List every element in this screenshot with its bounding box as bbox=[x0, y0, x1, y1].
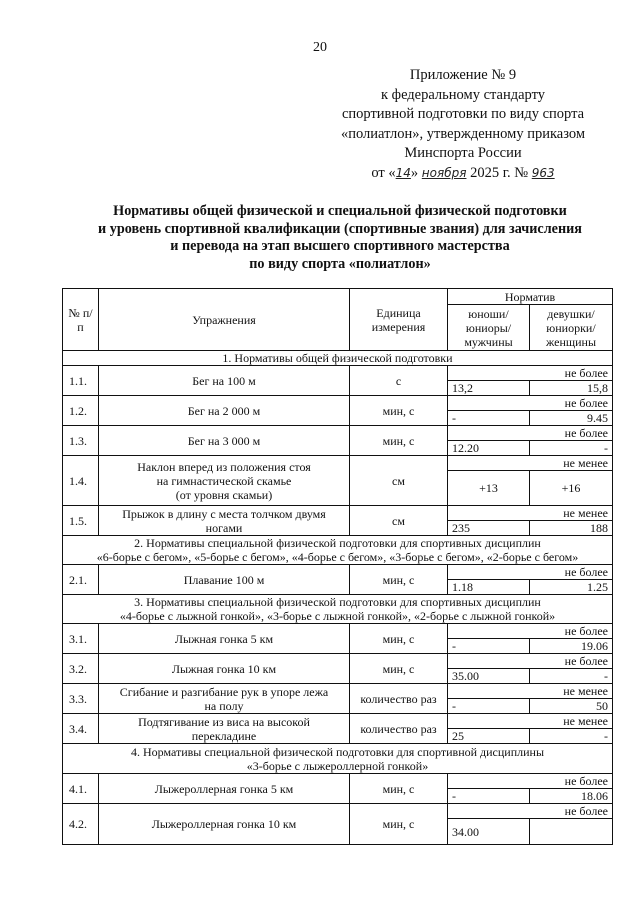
appendix-line: Приложение № 9 bbox=[409, 67, 517, 83]
row-male-value: +13 bbox=[448, 471, 530, 506]
row-num: 1.3. bbox=[63, 426, 99, 456]
row-male-value: 13,2 bbox=[448, 381, 530, 396]
appendix-block bbox=[318, 66, 608, 184]
row-condition: не более bbox=[448, 565, 613, 580]
row-exercise: Лыжная гонка 10 км bbox=[99, 654, 350, 684]
exercise-line: на полу bbox=[204, 698, 244, 713]
section-heading: 1. Нормативы общей физической подготовки bbox=[63, 351, 613, 366]
page-number: 20 bbox=[313, 40, 327, 55]
header-norm: Норматив bbox=[448, 289, 613, 305]
row-exercise: Бег на 3 000 м bbox=[99, 426, 350, 456]
row-exercise bbox=[99, 714, 350, 744]
exercise-line: Сгибание и разгибание рук в упоре лежа bbox=[119, 684, 329, 699]
row-male-value: 12.20 bbox=[448, 441, 530, 456]
document-title bbox=[40, 203, 640, 274]
row-unit: мин, с bbox=[350, 804, 448, 845]
row-condition: не более bbox=[448, 426, 613, 441]
row-num: 3.1. bbox=[63, 624, 99, 654]
exercise-line: перекладине bbox=[191, 728, 257, 743]
row-unit: мин, с bbox=[350, 654, 448, 684]
row-unit: количество раз bbox=[350, 684, 448, 714]
row-num: 4.2. bbox=[63, 804, 99, 845]
norms-table bbox=[62, 288, 613, 845]
row-male-value: 1.18 bbox=[448, 580, 530, 595]
header-female: девушки/ юниорки/ женщины bbox=[530, 305, 613, 351]
section-line: «6-борье с бегом», «5-борье с бегом», «4-борье с бегом», «3-борье с бегом», «2-борье с бегом» bbox=[96, 550, 579, 564]
appendix-line: спортивной подготовки по виду спорта bbox=[341, 106, 585, 123]
order-number: 963 bbox=[531, 165, 555, 180]
exercise-line: на гимнастической скамье bbox=[156, 473, 292, 488]
section-line: 2. Нормативы специальной физической подготовки для спортивных дисциплин bbox=[134, 536, 541, 550]
row-male-value: - bbox=[448, 639, 530, 654]
row-unit: мин, с bbox=[350, 426, 448, 456]
row-male-value: - bbox=[448, 699, 530, 714]
row-exercise bbox=[99, 684, 350, 714]
row-condition: не более bbox=[448, 654, 613, 669]
row-condition: не менее bbox=[448, 456, 613, 471]
title-line: по виду спорта «полиатлон» bbox=[249, 256, 431, 273]
date-year: 2025 г. № bbox=[470, 164, 529, 181]
row-exercise: Бег на 2 000 м bbox=[99, 396, 350, 426]
row-female-value: 15,8 bbox=[530, 381, 613, 396]
exercise-line: Наклон вперед из положения стоя bbox=[137, 459, 311, 474]
row-num: 3.4. bbox=[63, 714, 99, 744]
row-female-value: - bbox=[530, 441, 613, 456]
row-female-value: 18.06 bbox=[530, 789, 613, 804]
section-line: 4. Нормативы специальной физической подготовки для спортивной дисциплины bbox=[130, 744, 545, 759]
row-num: 3.3. bbox=[63, 684, 99, 714]
row-num: 1.4. bbox=[63, 456, 99, 506]
appendix-line: Минспорта России bbox=[404, 145, 522, 162]
row-female-value: 188 bbox=[530, 521, 613, 536]
row-exercise: Бег на 100 м bbox=[99, 366, 350, 396]
row-exercise: Лыжная гонка 5 км bbox=[99, 624, 350, 654]
appendix-line: «полиатлон», утвержденному приказом bbox=[340, 125, 586, 142]
exercise-line: Прыжок в длину с места толчком двумя bbox=[122, 506, 326, 521]
row-condition: не более bbox=[448, 396, 613, 411]
header-male: юноши/ юниоры/ мужчины bbox=[448, 305, 530, 351]
row-unit: мин, с bbox=[350, 624, 448, 654]
row-condition: не менее bbox=[448, 506, 613, 521]
row-exercise: Плавание 100 м bbox=[99, 565, 350, 595]
title-line: и уровень спортивной квалификации (спортивные звания) для зачисления bbox=[98, 220, 582, 237]
row-male-value: 235 bbox=[448, 521, 530, 536]
title-line: и перевода на этап высшего спортивного мастерства bbox=[170, 238, 510, 255]
date-month: ноября bbox=[421, 165, 467, 180]
exercise-line: (от уровня скамьи) bbox=[175, 487, 273, 502]
row-condition: не более bbox=[448, 624, 613, 639]
date-prefix: от « bbox=[371, 164, 396, 181]
row-female-value bbox=[530, 819, 613, 845]
row-unit: см bbox=[350, 506, 448, 536]
header-exercise: Упражнения bbox=[99, 289, 350, 351]
exercise-line: ногами bbox=[205, 520, 243, 535]
row-female-value: 9.45 bbox=[530, 411, 613, 426]
row-exercise bbox=[99, 506, 350, 536]
row-exercise: Лыжероллерная гонка 5 км bbox=[99, 774, 350, 804]
row-num: 1.2. bbox=[63, 396, 99, 426]
row-unit: количество раз bbox=[350, 714, 448, 744]
row-unit: мин, с bbox=[350, 774, 448, 804]
appendix-date-line bbox=[318, 164, 608, 184]
row-male-value: - bbox=[448, 411, 530, 426]
row-exercise: Лыжероллерная гонка 10 км bbox=[99, 804, 350, 845]
row-num: 2.1. bbox=[63, 565, 99, 595]
section-heading bbox=[63, 744, 613, 774]
row-condition: не более bbox=[448, 774, 613, 789]
row-exercise bbox=[99, 456, 350, 506]
row-female-value: 1.25 bbox=[530, 580, 613, 595]
section-heading bbox=[63, 536, 613, 565]
row-condition: не более bbox=[448, 804, 613, 819]
row-condition: не менее bbox=[448, 684, 613, 699]
row-male-value: - bbox=[448, 789, 530, 804]
header-unit: Единица измерения bbox=[350, 289, 448, 351]
row-female-value: - bbox=[530, 669, 613, 684]
row-num: 1.1. bbox=[63, 366, 99, 396]
row-condition: не более bbox=[448, 366, 613, 381]
row-female-value: +16 bbox=[530, 471, 613, 506]
row-male-value: 25 bbox=[448, 729, 530, 744]
row-num: 3.2. bbox=[63, 654, 99, 684]
appendix-line: к федеральному стандарту bbox=[381, 86, 545, 103]
row-male-value: 34.00 bbox=[448, 819, 530, 845]
row-condition: не менее bbox=[448, 714, 613, 729]
exercise-line: Подтягивание из виса на высокой bbox=[138, 714, 310, 729]
row-female-value: - bbox=[530, 729, 613, 744]
row-unit: мин, с bbox=[350, 396, 448, 426]
section-line: «4-борье с лыжной гонкой», «3-борье с лыжной гонкой», «2-борье с лыжной гонкой» bbox=[119, 609, 556, 623]
section-line: «3-борье с лыжероллерной гонкой» bbox=[246, 758, 429, 773]
row-unit: с bbox=[350, 366, 448, 396]
row-female-value: 50 bbox=[530, 699, 613, 714]
title-line: Нормативы общей физической и специальной физической подготовки bbox=[113, 203, 567, 219]
date-day: 14 bbox=[395, 165, 411, 180]
row-unit: см bbox=[350, 456, 448, 506]
row-num: 1.5. bbox=[63, 506, 99, 536]
row-unit: мин, с bbox=[350, 565, 448, 595]
row-num: 4.1. bbox=[63, 774, 99, 804]
section-heading bbox=[63, 595, 613, 624]
row-female-value: 19.06 bbox=[530, 639, 613, 654]
section-line: 3. Нормативы специальной физической подготовки для спортивных дисциплин bbox=[134, 595, 541, 609]
date-mid: » bbox=[410, 164, 419, 181]
row-male-value: 35.00 bbox=[448, 669, 530, 684]
header-num: № п/п bbox=[63, 289, 99, 351]
